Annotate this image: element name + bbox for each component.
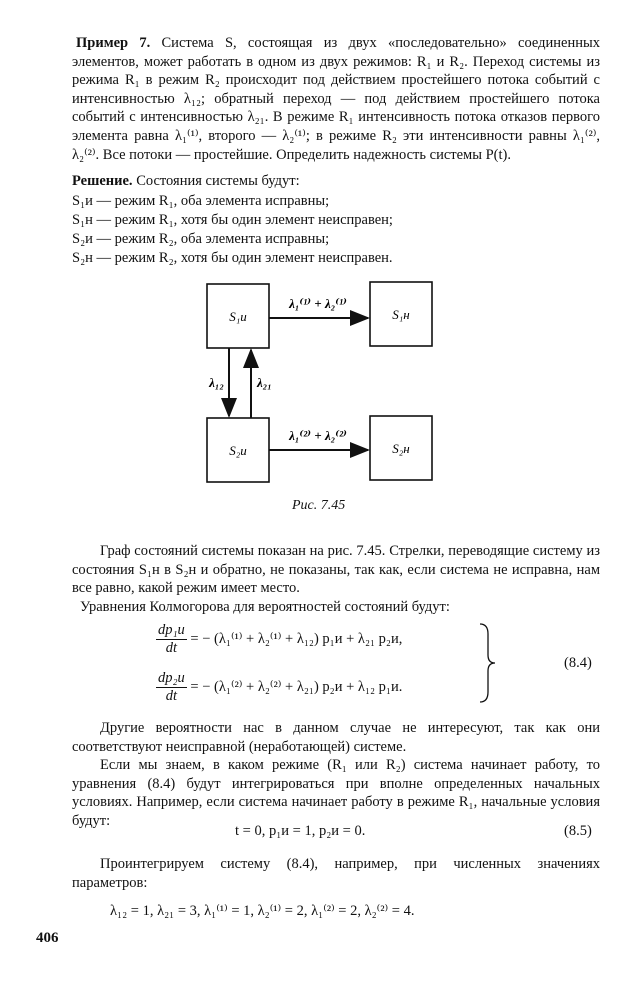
node-s1u-label: S₁и: [229, 309, 247, 324]
state-s1n-line: S₁н — режим R₁, хотя бы один элемент неисправен;: [72, 212, 393, 228]
parameters-equation: λ₁₂ = 1, λ₂₁ = 3, λ₁⁽¹⁾ = 1, λ₂⁽¹⁾ = 2, λ₁⁽²⁾ = 2, λ₂⁽²⁾ = 4.: [110, 903, 415, 919]
edge-top-label: λ₁⁽¹⁾ + λ₂⁽¹⁾: [289, 296, 347, 311]
solution-title: Решение.: [72, 173, 133, 189]
edge-down-label: λ₁₂: [209, 375, 224, 390]
node-s2u-label: S₂и: [229, 443, 247, 458]
eq1-denominator: dt: [165, 640, 178, 656]
eq2-numerator: dp₂и: [158, 670, 185, 686]
figure-caption: Рис. 7.45: [292, 498, 346, 513]
equation-1: [156, 622, 402, 657]
equation-2: [156, 670, 402, 705]
initial-conditions-equation: t = 0, p₁и = 1, p₂и = 0.: [235, 823, 366, 839]
graph-paragraph: Граф состояний системы показан на рис. 7.45. Стрелки, переводящие систему из состояния S₁н в S₂н и обратно, не показаны, так как, если система не исправна, нам все равно, какой режим имеет место.: [72, 543, 600, 597]
example-title: Пример 7.: [76, 35, 151, 51]
state-s2n-line: S₂н — режим R₂, хотя бы один элемент неисправен.: [72, 250, 393, 266]
eq1-rhs: = − (λ₁⁽¹⁾ + λ₂⁽¹⁾ + λ₁₂) p₁и + λ₂₁ p₂и,: [190, 630, 403, 647]
equation-number-8-5: (8.5): [564, 823, 592, 839]
state-s1u-line: S₁и — режим R₁, оба элемента исправны;: [72, 193, 330, 209]
solution-intro: Состояния системы будут:: [136, 173, 300, 189]
solution-heading: [72, 172, 600, 191]
initial-conditions-paragraph: Если мы знаем, в каком режиме (R₁ или R₂) система начинает работу, то уравнения (8.4) будут интегрироваться при вполне определенных начальных условиях. Например, если система начинает работу в режиме R₁, начальные условия будут:: [72, 757, 600, 829]
example-text: Система S, состоящая из двух «последовательно» соединенных элементов, может работать в одном из двух режимов: R₁ и R₂. Переход системы из режима R₁ в режим R₂ происходит под действием простейшего потока событий с интенсивностью λ₁₂; обратный переход — под действием простейшего потока событий с интенсивностью λ₂₁. В режиме R₁ интенсивность потока отказов первого элемента равна λ₁⁽¹⁾, второго — λ₂⁽¹⁾; в режиме R₂ эти интенсивности равны λ₁⁽²⁾, λ₂⁽²⁾. Все потоки — простейшие. Определить надежность системы P(t).: [72, 35, 601, 163]
equation-brace: [478, 622, 496, 704]
page-number: 406: [36, 930, 59, 946]
integrate-paragraph: Проинтегрируем систему (8.4), например, при численных значениях параметров:: [72, 856, 600, 891]
edge-up-label: λ₂₁: [257, 375, 272, 390]
equation-number-8-4: (8.4): [564, 655, 592, 671]
kolmogorov-intro: Уравнения Колмогорова для вероятностей состояний будут:: [80, 599, 450, 615]
node-s1n-label: S₁н: [392, 307, 410, 322]
node-s2n-label: S₂н: [392, 441, 410, 456]
eq2-rhs: = − (λ₁⁽²⁾ + λ₂⁽²⁾ + λ₂₁) p₂и + λ₁₂ p₁и.: [190, 678, 403, 695]
other-probabilities-paragraph: Другие вероятности нас в данном случае не интересуют, так как они соответствуют неисправной (неработающей) системе.: [72, 720, 600, 755]
example-paragraph: [72, 34, 600, 164]
eq1-numerator: dp₁и: [158, 622, 185, 638]
state-s2u-line: S₂и — режим R₂, оба элемента исправны;: [72, 231, 330, 247]
eq2-fraction: [156, 670, 187, 705]
state-graph-figure: [195, 272, 455, 502]
edge-bottom-label: λ₁⁽²⁾ + λ₂⁽²⁾: [289, 428, 347, 443]
eq2-denominator: dt: [165, 688, 178, 704]
eq1-fraction: [156, 622, 187, 657]
